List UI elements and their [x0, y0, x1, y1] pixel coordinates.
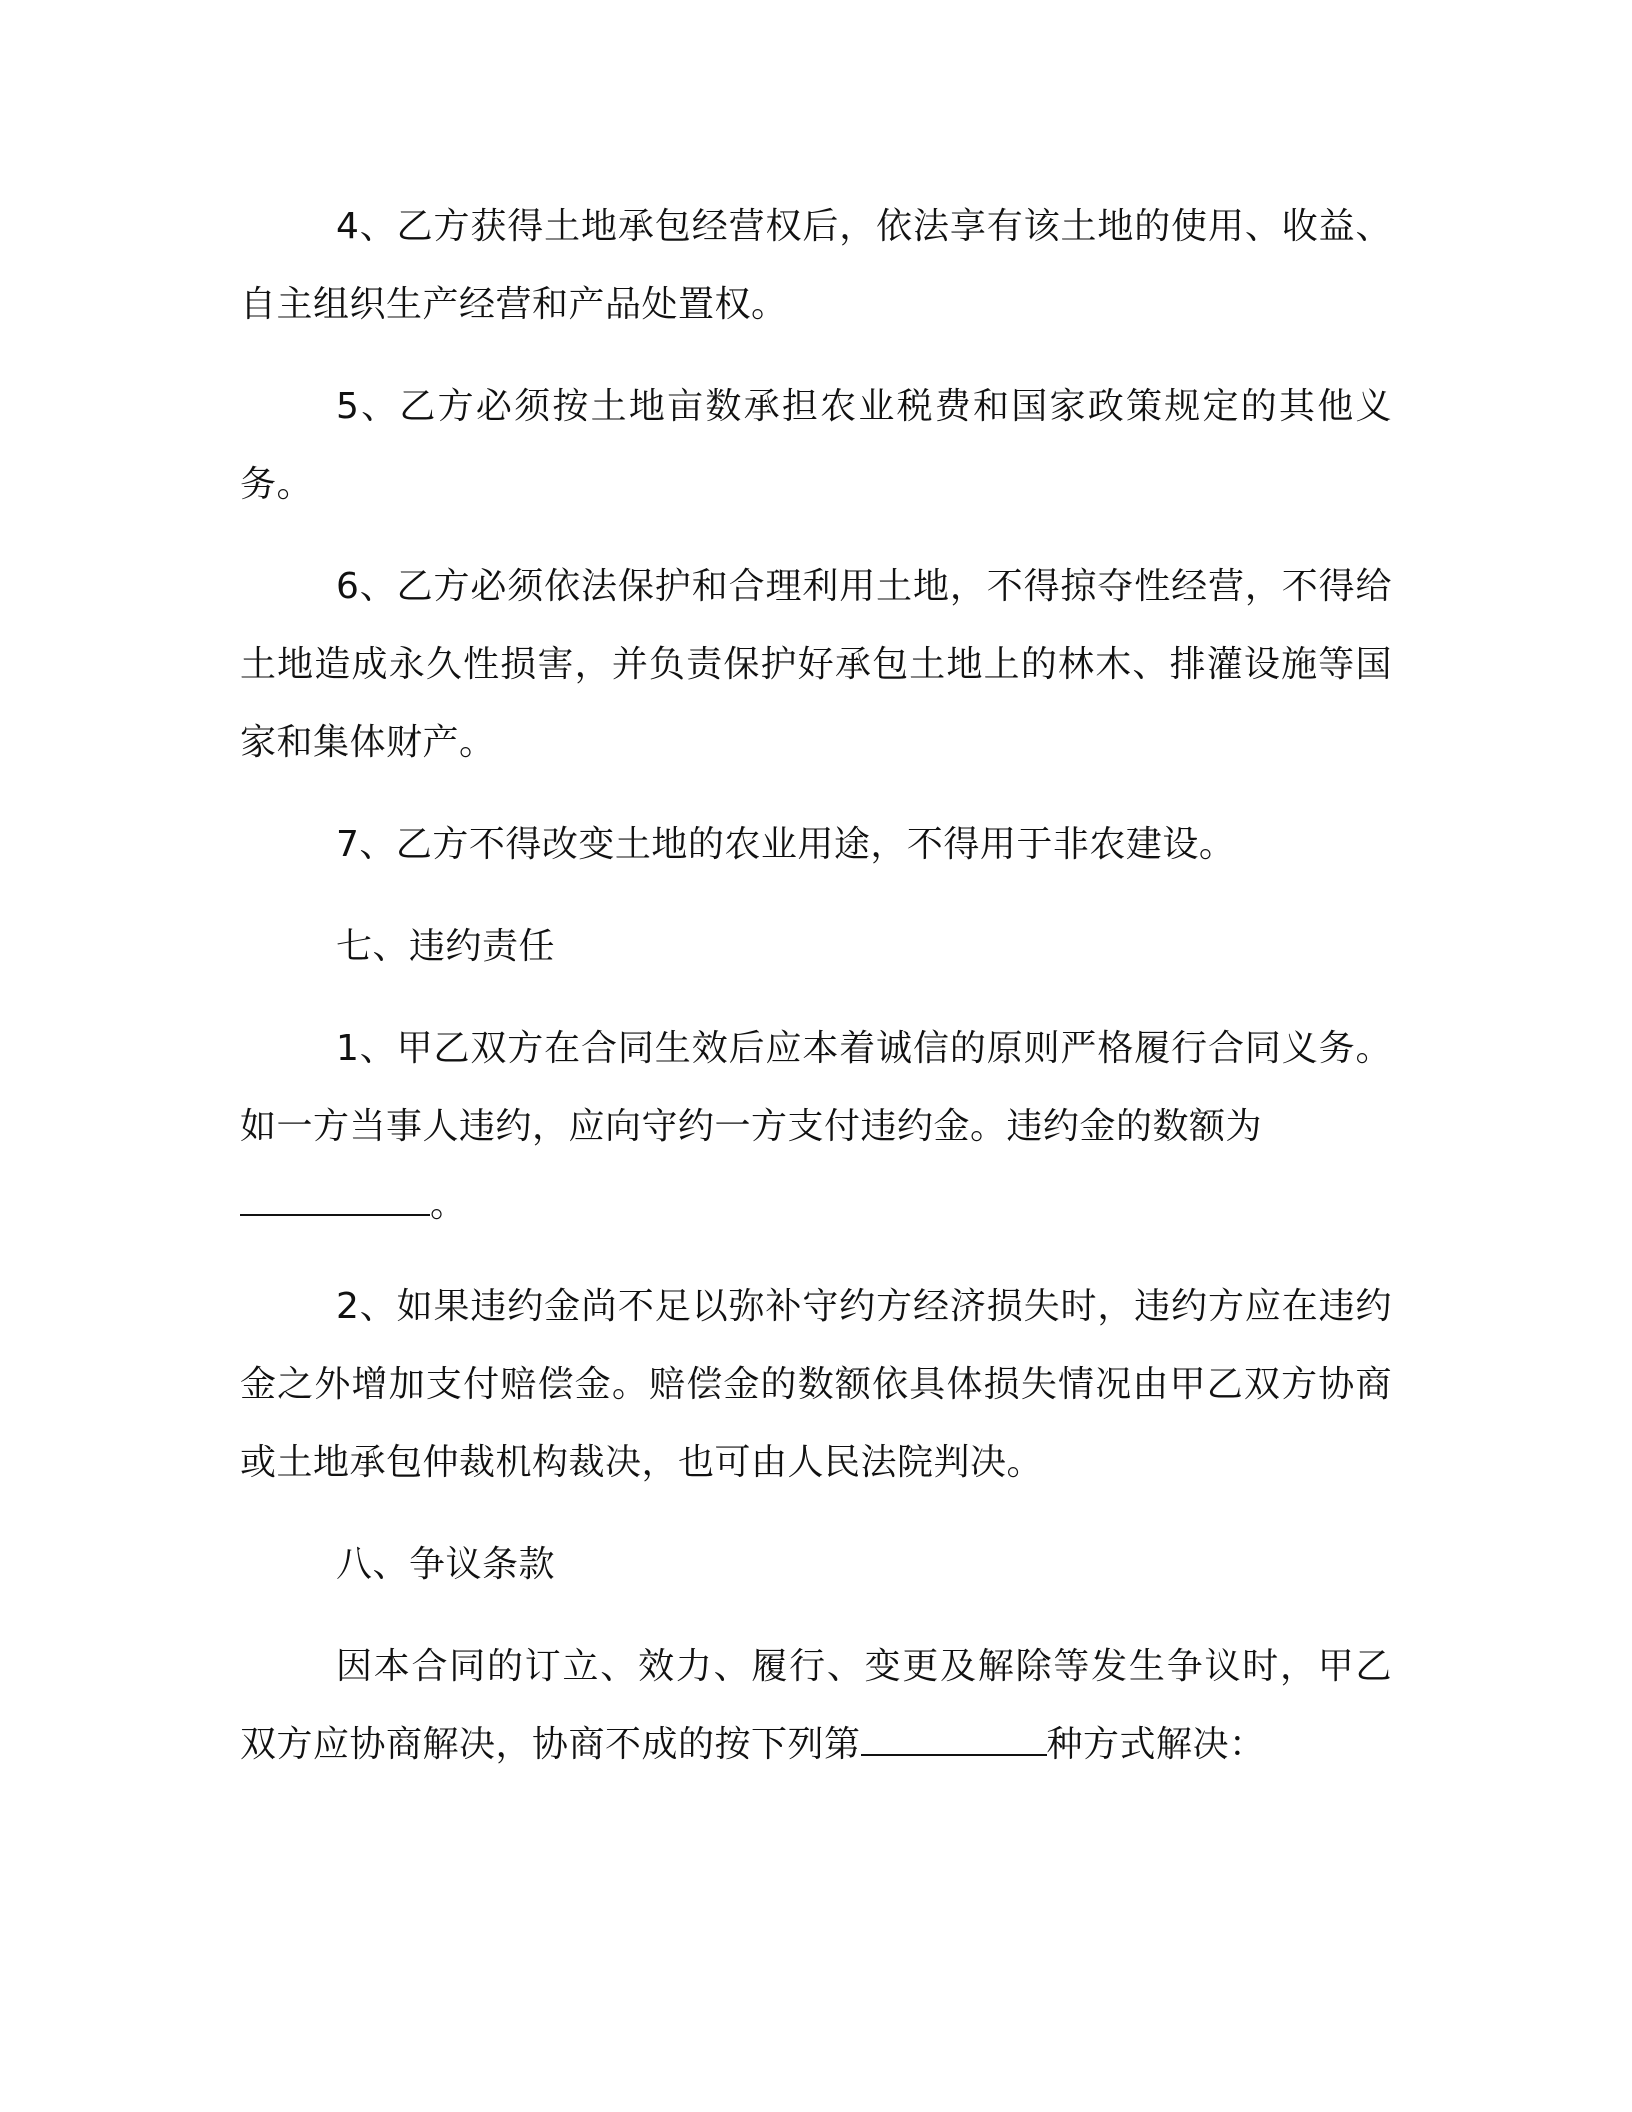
section-heading-breach: 七、违约责任: [336, 926, 556, 967]
dispute-clause-end: 种方式解决：: [1046, 1724, 1266, 1765]
document-page: [240, 188, 1392, 1808]
resolution-method-blank[interactable]: [861, 1724, 1047, 1756]
clause-6: 6、乙方必须依法保护和合理利用土地，不得掠夺性经营，不得给土地造成永久性损害，并负责保护好承包土地上的林木、排灌设施等国家和集体财产。: [240, 566, 1392, 763]
clause-7: 7、乙方不得改变土地的农业用途，不得用于非农建设。: [336, 824, 1236, 865]
breach-clause-1: [240, 1010, 1392, 1244]
breach-clause-1-text: 1、甲乙双方在合同生效后应本着诚信的原则严格履行合同义务。如一方当事人违约，应向守约一方支付违约金。违约金的数额为: [240, 1028, 1392, 1147]
dispute-clause-text: 因本合同的订立、效力、履行、变更及解除等发生争议时，甲乙双方应协商解决，协商不成的按下列第: [240, 1646, 1392, 1765]
section-heading-dispute: 八、争议条款: [336, 1544, 556, 1585]
clause-5: 5、乙方必须按土地亩数承担农业税费和国家政策规定的其他义务。: [240, 386, 1392, 505]
penalty-amount-blank[interactable]: [240, 1184, 430, 1216]
breach-clause-1-end: 。: [430, 1184, 467, 1225]
dispute-clause: [240, 1628, 1392, 1784]
breach-clause-2: 2、如果违约金尚不足以弥补守约方经济损失时，违约方应在违约金之外增加支付赔偿金。赔偿金的数额依具体损失情况由甲乙双方协商或土地承包仲裁机构裁决，也可由人民法院判决。: [240, 1286, 1392, 1483]
clause-4: 4、乙方获得土地承包经营权后，依法享有该土地的使用、收益、自主组织生产经营和产品处置权。: [240, 206, 1392, 325]
